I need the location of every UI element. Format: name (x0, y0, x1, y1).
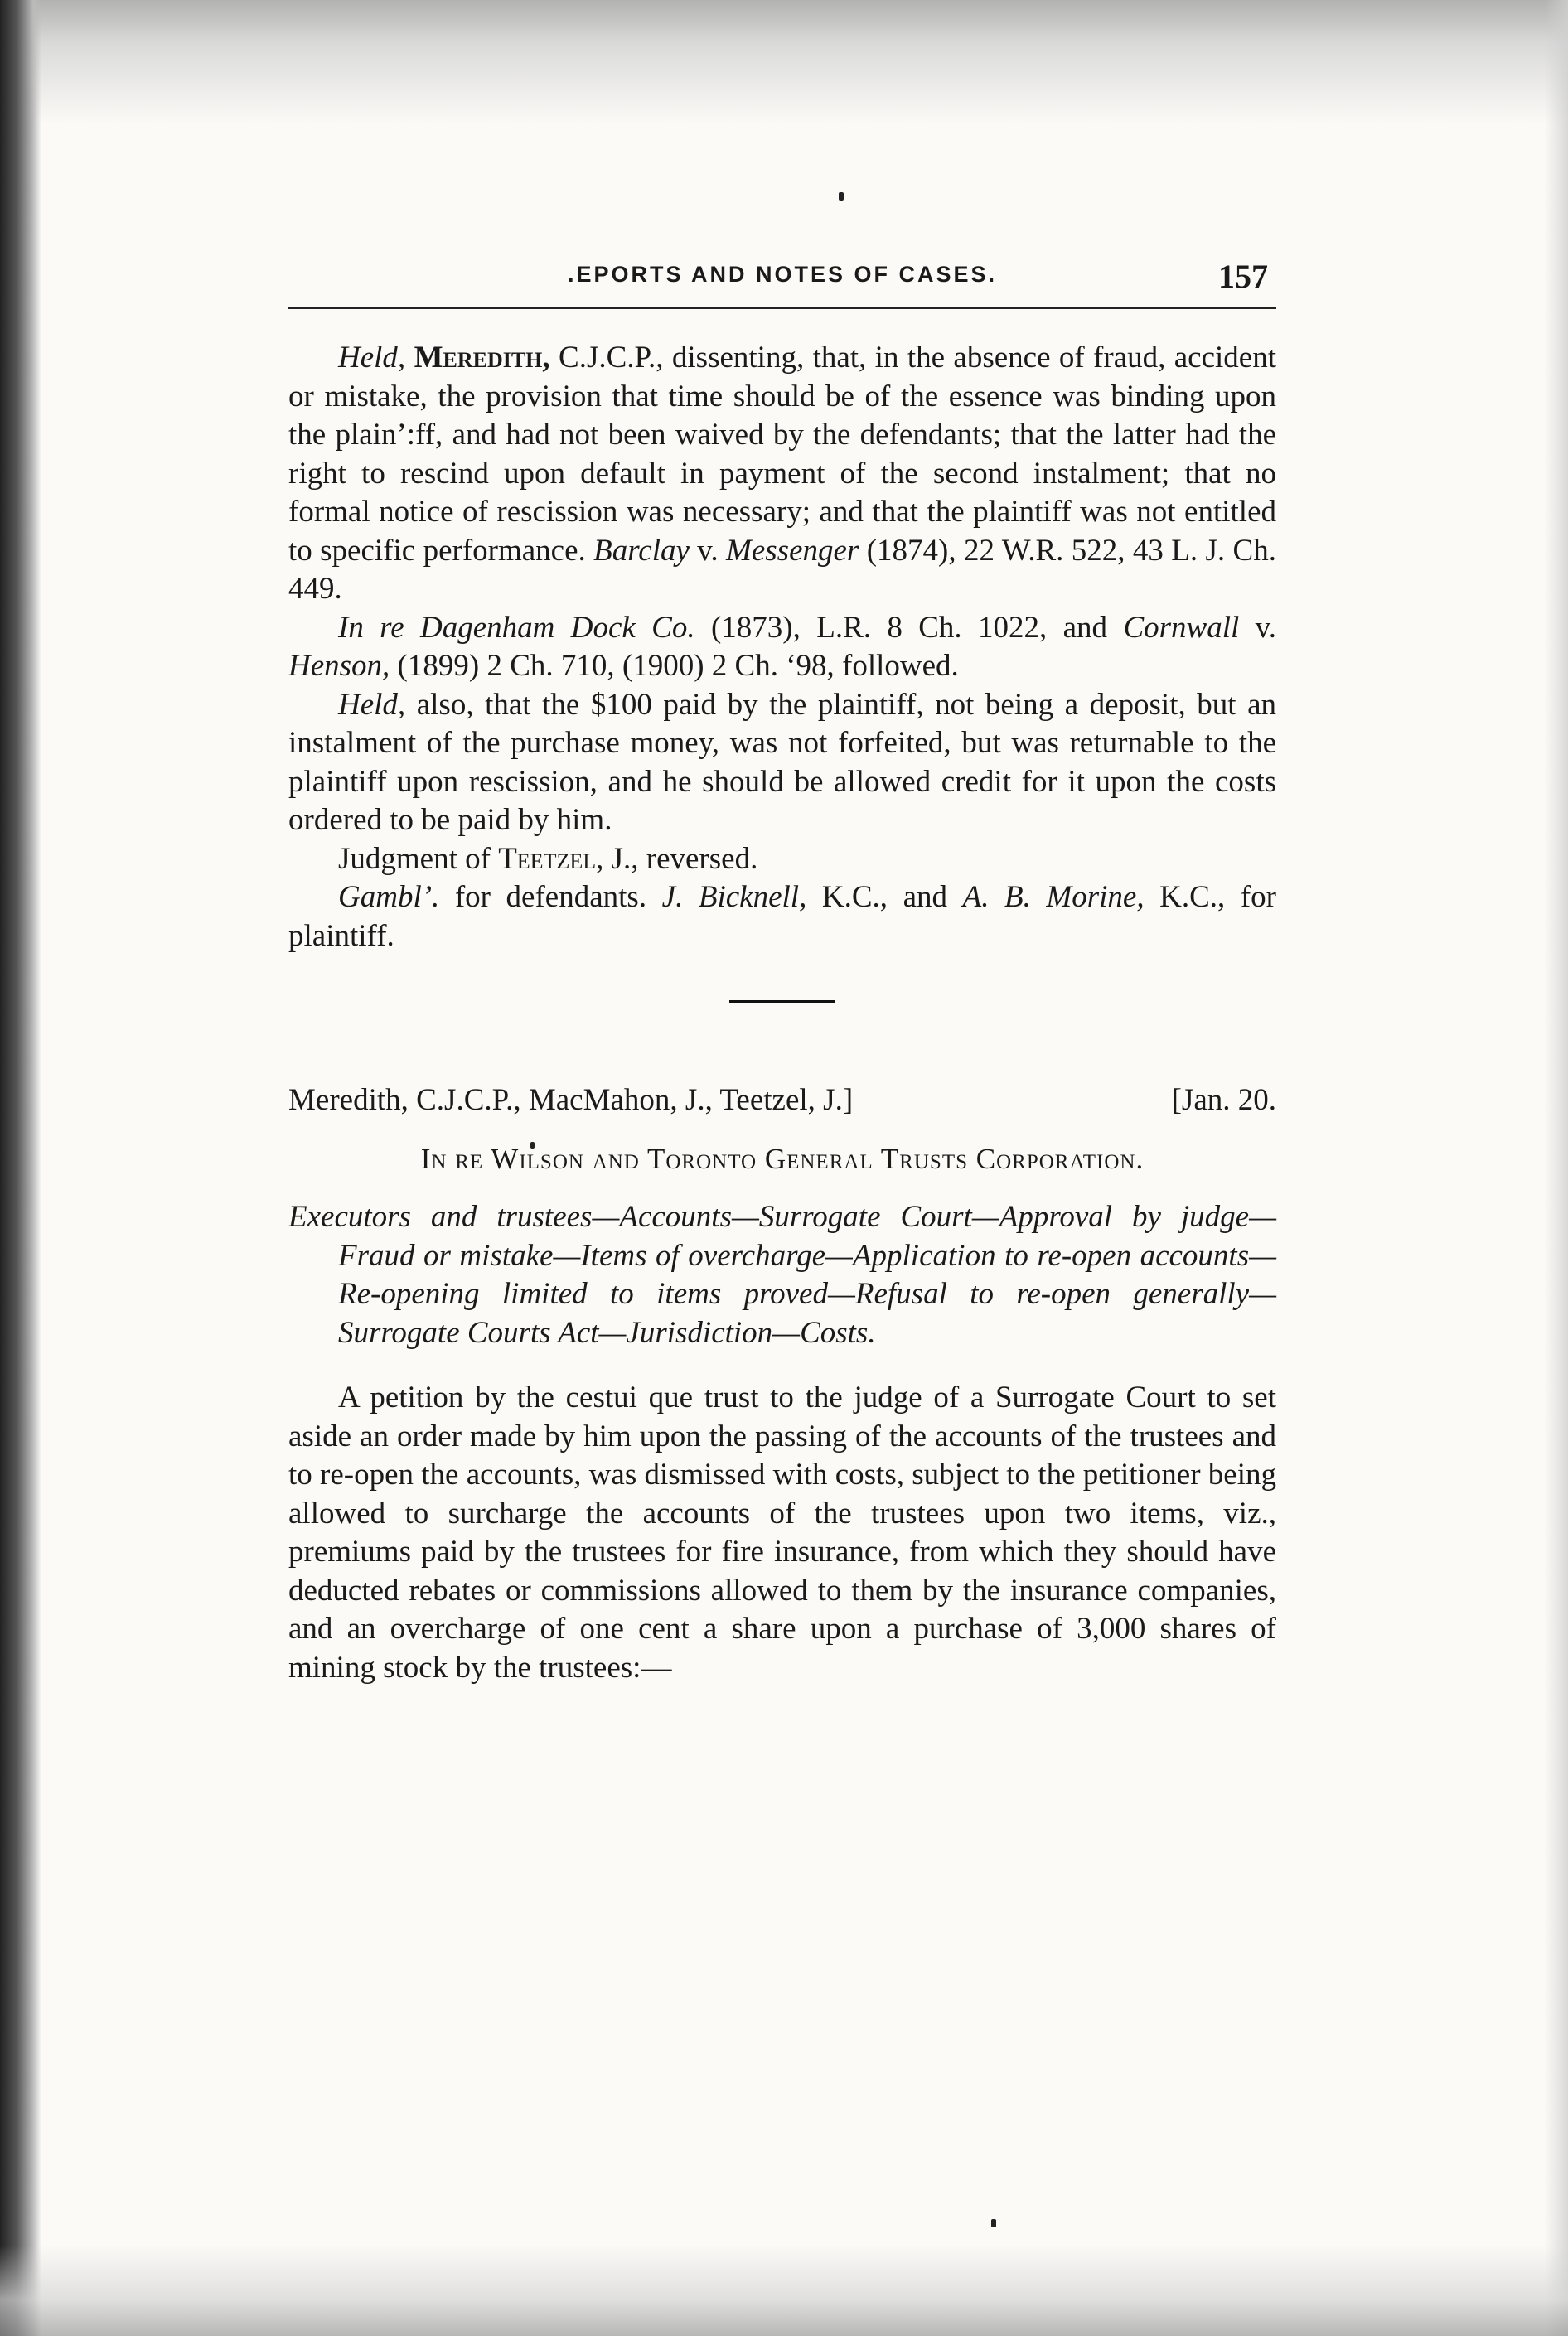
scan-speck (839, 192, 844, 201)
citation: (1899) 2 Ch. 710, (1900) 2 Ch. ‘98, followed. (390, 649, 959, 683)
decision-date: [Jan. 20. (1171, 1083, 1276, 1117)
scan-shadow-right (1545, 0, 1568, 2336)
held-label: Held, (338, 687, 406, 722)
page-content (288, 257, 1276, 1687)
running-head (288, 257, 1276, 309)
bench: Meredith, C.J.C.P., MacMahon, J., Teetzel, J.] (288, 1083, 854, 1117)
judge-name: Meredith, (414, 341, 550, 375)
case-summary: A petition by the cestui que trust to the judge of a Surrogate Court to set aside an order made by him upon the passing of the accounts of the trustees and to re-open the accounts, was dismissed with costs, subject to the petitioner being allowed to surcharge the accounts of the trustees upon two items, viz., premiums paid by the trustees for fire insurance, from which they should have deducted rebates or commissions allowed to them by the insurance companies, and an overcharge of one cent a share upon a purchase of 3,000 shares of mining stock by the trustees:— (288, 1381, 1276, 1685)
cited-case-party: Barclay (593, 533, 690, 568)
versus: v. (689, 533, 727, 568)
counsel-role: for defendants. (439, 880, 662, 914)
followed-paragraph (288, 609, 1276, 686)
cited-case-party: Cornwall (1123, 610, 1240, 645)
counsel-name: Gambl’. (338, 880, 440, 914)
counsel-line (288, 878, 1276, 955)
page-number: 157 (1218, 258, 1268, 295)
counsel-role: K.C., for plaintiff. (288, 880, 1277, 953)
cited-case: In re Dagenham Dock Co. (338, 610, 695, 645)
judgment-suffix: J., reversed. (603, 841, 758, 876)
counsel-name: A. B. Morine, (962, 880, 1145, 914)
holding-paragraph (288, 339, 1276, 609)
cited-case-party: Henson, (288, 649, 390, 683)
section-divider (729, 1000, 835, 1003)
first-case (288, 339, 1276, 955)
scan-shadow-left (0, 0, 41, 2336)
scan-shadow-bottom (0, 2245, 1568, 2336)
scan-speck (991, 2219, 996, 2227)
case-title: In re Wilson and Toronto General Trusts Corporation. (420, 1143, 1145, 1175)
cited-case-party: Messenger (726, 533, 859, 568)
judge-name: Teetzel, (498, 841, 604, 876)
citation: (1874), 22 W.R. 522, 43 L. J. Ch. 449. (288, 533, 1276, 606)
judgment-prefix: Judgment of (338, 841, 499, 876)
versus: v. (1239, 610, 1276, 645)
scan-shadow-top (0, 0, 1568, 124)
citation: (1873), L.R. 8 Ch. 1022, and (694, 610, 1124, 645)
counsel-name: J. Bicknell, (661, 880, 807, 914)
second-holding-paragraph (288, 686, 1276, 840)
headnote: Executors and trustees—Accounts—Surrogate Court—Approval by judge—Fraud or mistake—Items of overcharge—Application to re-open accounts—Re-opening limited to items proved—Refusal to re-open generally—Surrogate Courts Act—Jurisdiction—Costs. (288, 1200, 1276, 1350)
case-caption (288, 1082, 1276, 1122)
counsel-role: K.C., and (806, 880, 963, 914)
running-title: .EPORTS AND NOTES OF CASES. (567, 262, 998, 287)
judgment-line (288, 840, 1276, 879)
holding-text: also, that the $100 paid by the plaintiff, not being a deposit, but an instalment of the purchase money, was not forfeited, but was returnable to the plaintiff upon rescission, and he should be allowed credit for it upon the costs ordered to be paid by him. (288, 687, 1276, 837)
holding-text: C.J.C.P., dissenting, that, in the absence of fraud, accident or mistake, the provision that time should be of the essence was binding upon the plain’:ff, and had not been waived by the defendants; that the latter had the right to rescind upon default in payment of the second instalment; that no formal notice of rescission was necessary; and that the plaintiff was not entitled to specific performance. (288, 341, 1276, 568)
held-label: Held, (338, 341, 406, 375)
